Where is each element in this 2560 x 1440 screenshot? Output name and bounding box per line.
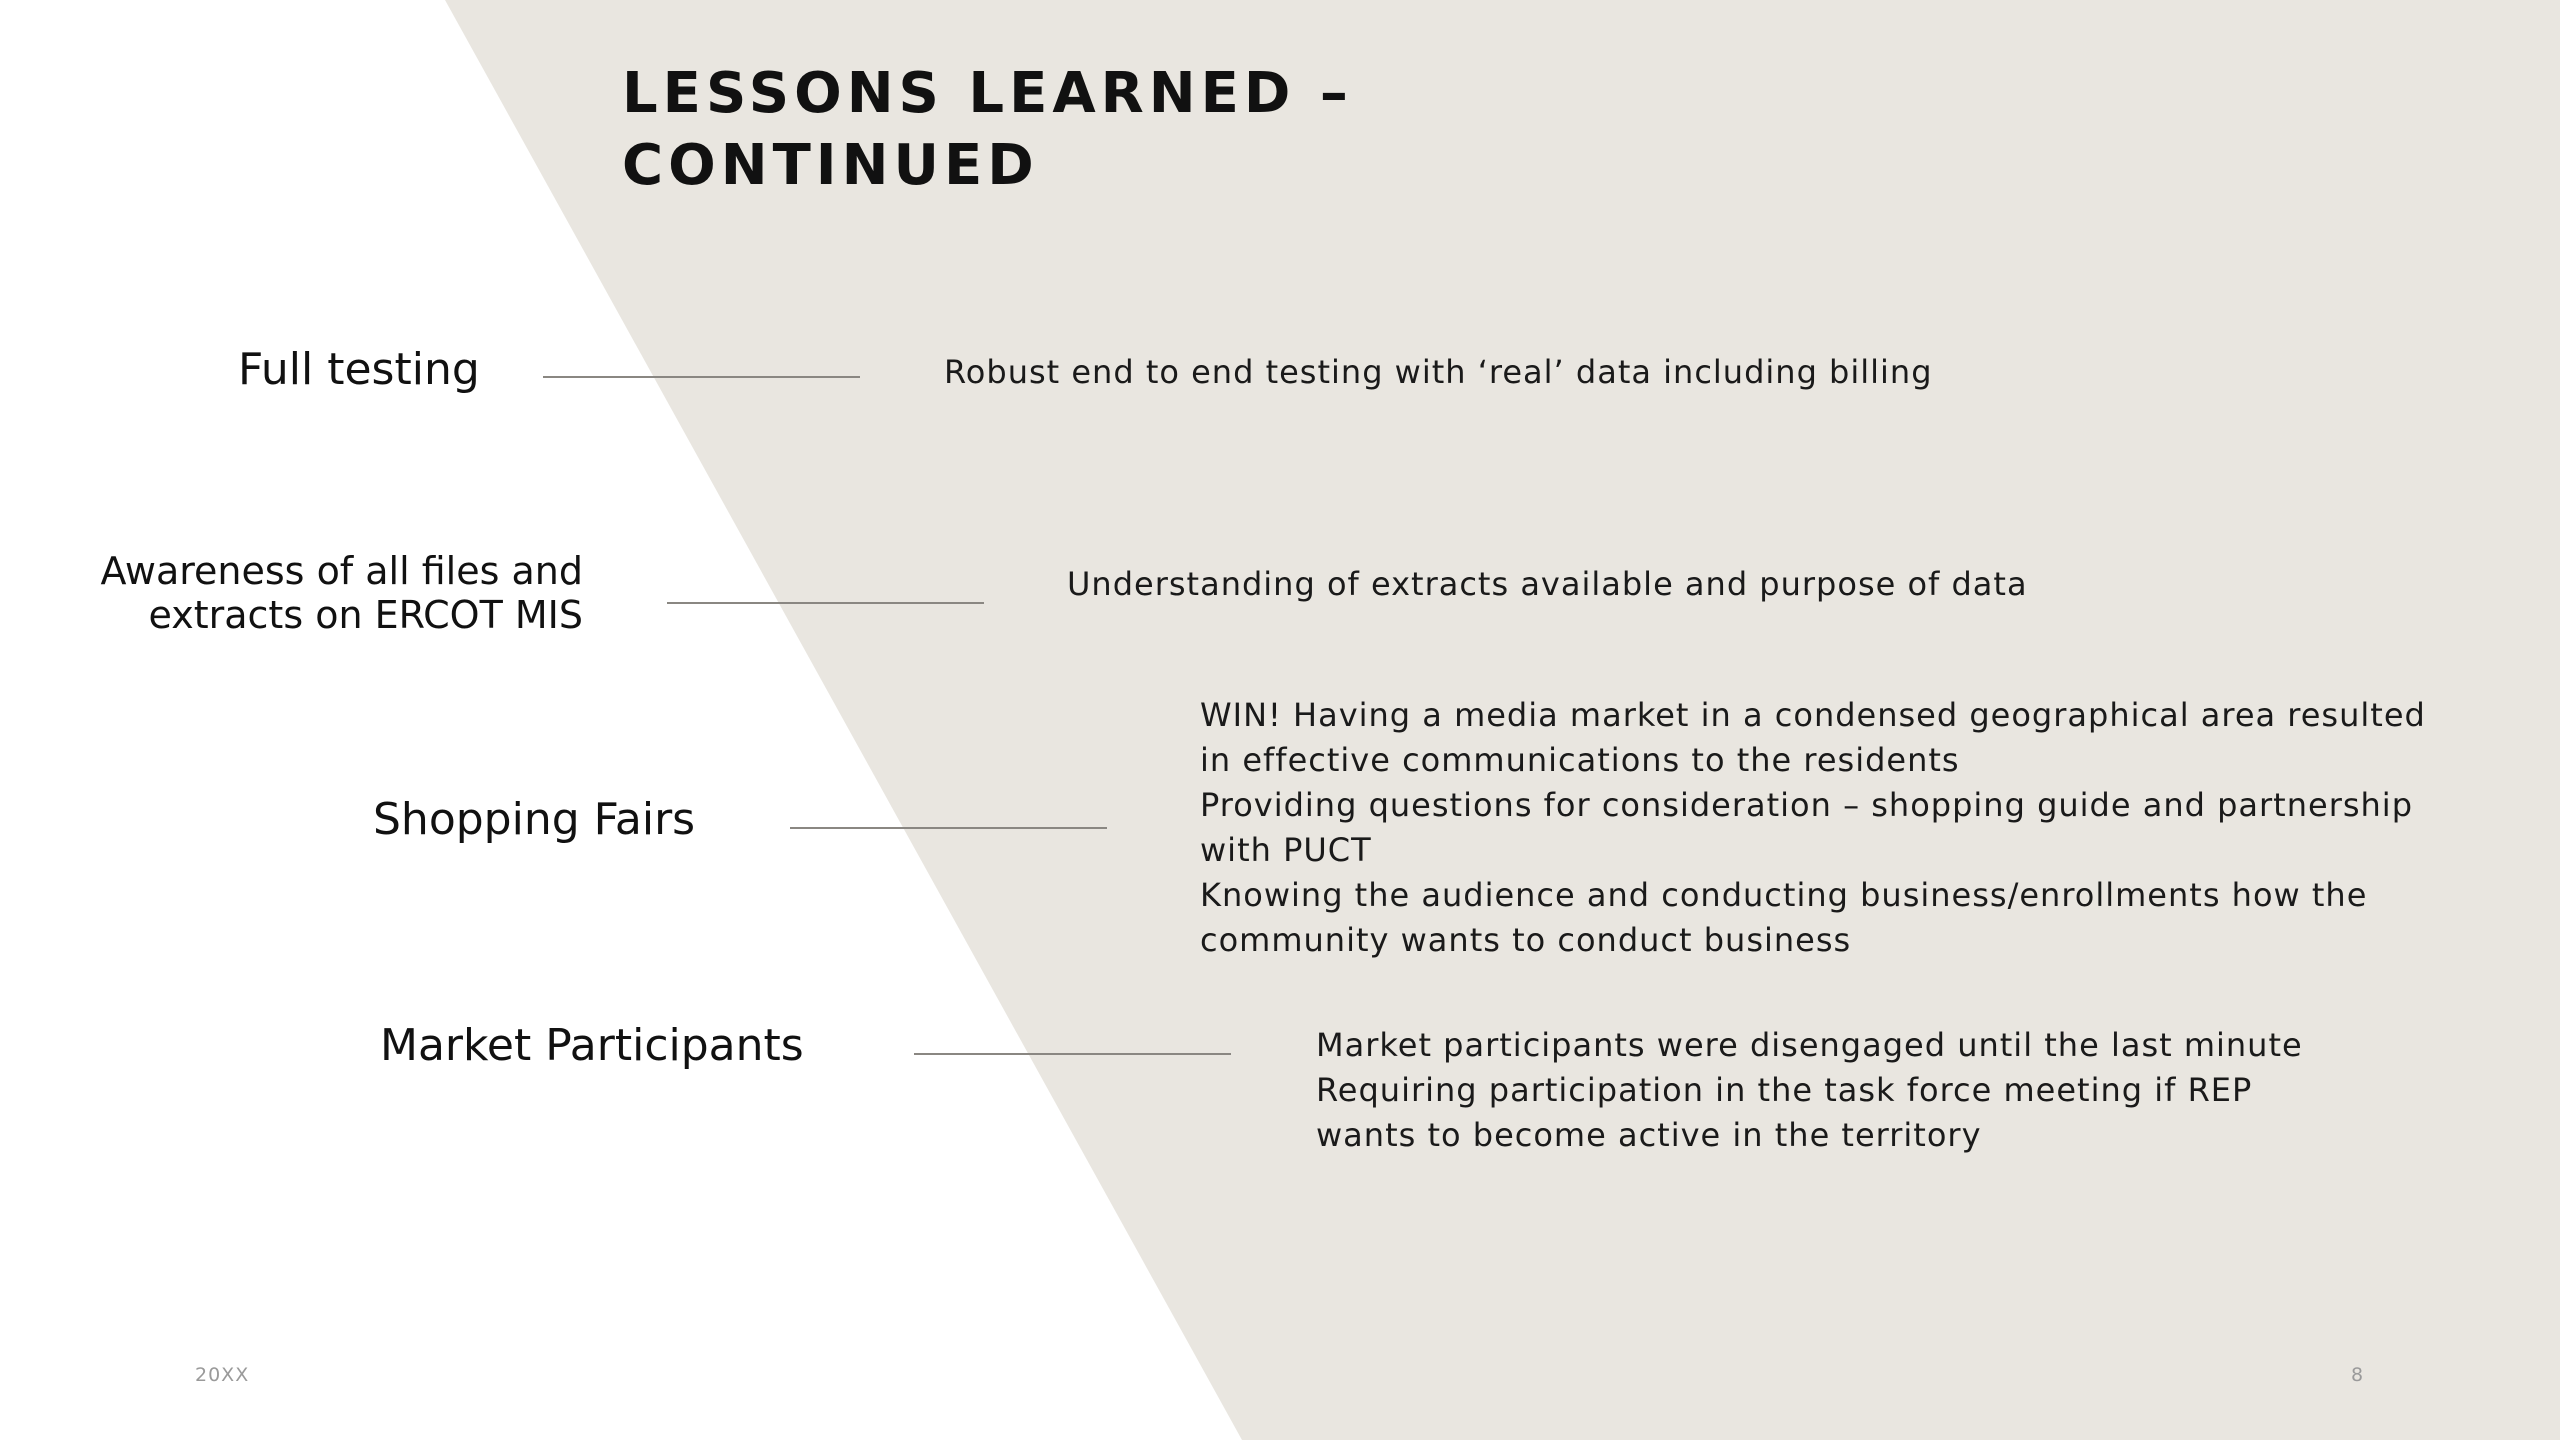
row-label-shopping-fairs bbox=[373, 796, 695, 844]
slide-title-line-1: LESSONS LEARNED – bbox=[622, 61, 1353, 126]
row-label-awareness-line-1: Awareness of all files and bbox=[100, 549, 583, 593]
row-description-market-participants bbox=[1316, 1023, 2303, 1158]
row-description-market-participants-line-3: wants to become active in the territory bbox=[1316, 1116, 1982, 1154]
slide-title bbox=[622, 58, 1353, 202]
row-description-shopping-fairs-line-3: Providing questions for consideration – shopping guide and partnership bbox=[1200, 786, 2413, 824]
row-description-shopping-fairs bbox=[1200, 693, 2426, 963]
row-description-full-testing-line-1: Robust end to end testing with ‘real’ data including billing bbox=[944, 353, 1933, 391]
row-label-full-testing-text: Full testing bbox=[238, 344, 480, 395]
row-label-shopping-fairs-text: Shopping Fairs bbox=[373, 794, 696, 845]
row-description-full-testing bbox=[944, 350, 1933, 395]
row-connector-awareness bbox=[667, 602, 984, 604]
row-connector-full-testing bbox=[543, 376, 860, 378]
row-description-shopping-fairs-line-5: Knowing the audience and conducting business/enrollments how the bbox=[1200, 876, 2368, 914]
row-label-awareness-line-2: extracts on ERCOT MIS bbox=[148, 593, 583, 637]
row-label-market-participants-text: Market Participants bbox=[380, 1020, 804, 1071]
row-connector-shopping-fairs bbox=[790, 827, 1107, 829]
row-label-full-testing bbox=[238, 346, 480, 394]
row-label-awareness bbox=[100, 549, 583, 637]
slide-title-line-2: CONTINUED bbox=[622, 133, 1039, 198]
row-description-market-participants-line-1: Market participants were disengaged until the last minute bbox=[1316, 1026, 2303, 1064]
row-description-awareness bbox=[1067, 562, 2028, 607]
row-label-market-participants bbox=[380, 1022, 804, 1070]
footer-date: 20XX bbox=[195, 1364, 250, 1386]
row-description-shopping-fairs-line-2: in effective communications to the residents bbox=[1200, 741, 1960, 779]
row-description-shopping-fairs-line-1: WIN! Having a media market in a condensed geographical area resulted bbox=[1200, 696, 2426, 734]
row-description-shopping-fairs-line-6: community wants to conduct business bbox=[1200, 921, 1852, 959]
row-connector-market-participants bbox=[914, 1053, 1231, 1055]
footer-page-number: 8 bbox=[2351, 1364, 2365, 1386]
row-description-market-participants-line-2: Requiring participation in the task force meeting if REP bbox=[1316, 1071, 2253, 1109]
row-description-awareness-line-1: Understanding of extracts available and purpose of data bbox=[1067, 565, 2028, 603]
row-description-shopping-fairs-line-4: with PUCT bbox=[1200, 831, 1372, 869]
